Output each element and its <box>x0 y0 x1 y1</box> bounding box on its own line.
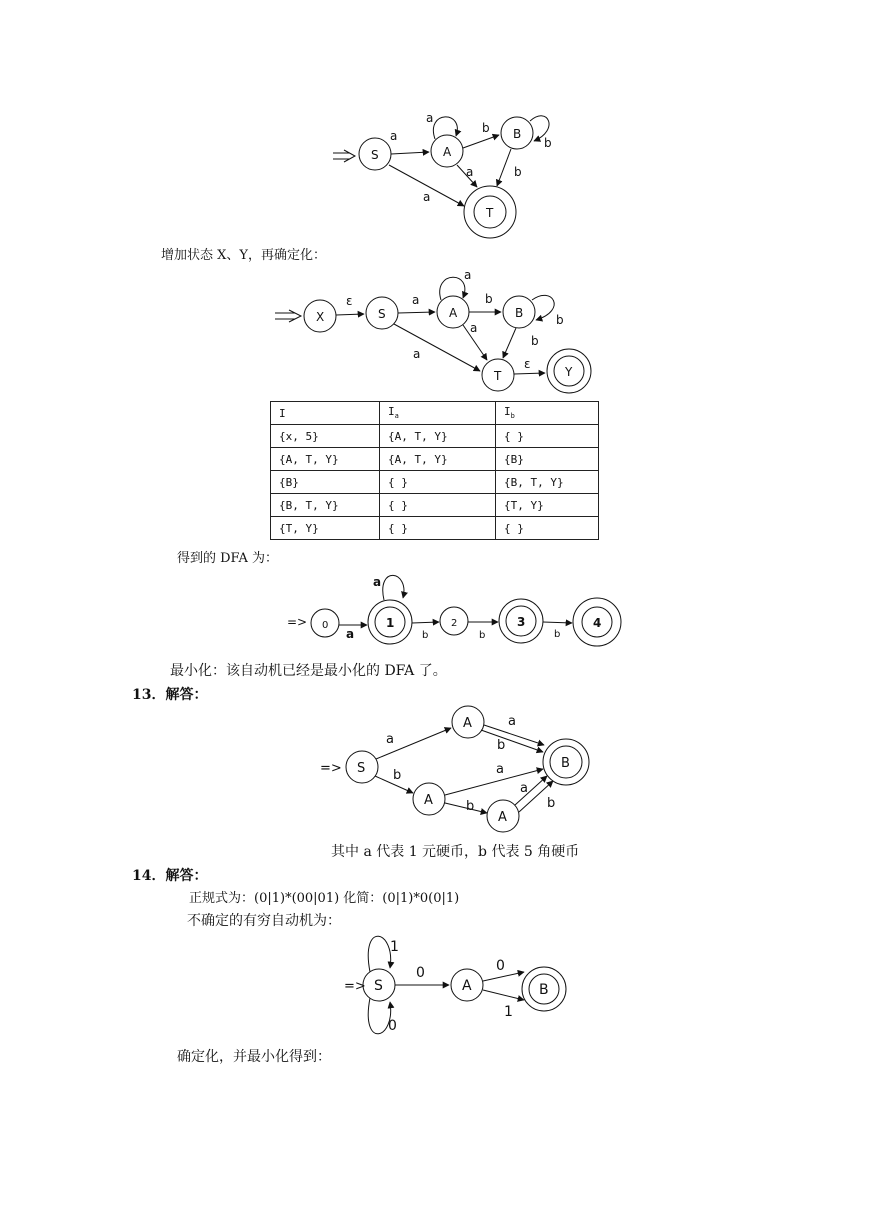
svg-text:1: 1 <box>386 616 395 630</box>
svg-text:a: a <box>390 129 398 143</box>
svg-text:a: a <box>464 268 472 282</box>
table-cell: {x, 5} <box>271 425 380 448</box>
table-row <box>271 494 599 517</box>
svg-text:b: b <box>514 165 522 179</box>
table-row <box>271 517 599 540</box>
svg-text:A: A <box>424 793 433 808</box>
svg-text:0: 0 <box>322 620 329 631</box>
table-cell: {B} <box>271 471 380 494</box>
svg-text:=>: => <box>287 615 308 629</box>
svg-text:a: a <box>373 575 382 589</box>
svg-text:a: a <box>496 762 504 777</box>
svg-text:A: A <box>462 978 472 994</box>
svg-text:B: B <box>515 306 524 320</box>
table-cell: {B, T, Y} <box>271 494 380 517</box>
svg-text:b: b <box>479 630 486 641</box>
svg-text:a: a <box>413 347 421 361</box>
table-cell: {A, T, Y} <box>380 425 496 448</box>
svg-text:b: b <box>531 334 539 348</box>
q14-regex: 正规式为：(0|1)*(00|01) 化简：(0|1)*0(0|1) <box>189 891 460 906</box>
nfa-diagram-1-labels <box>371 111 552 220</box>
svg-text:B: B <box>539 982 549 998</box>
svg-text:S: S <box>371 148 379 162</box>
svg-text:1: 1 <box>390 939 399 955</box>
svg-text:A: A <box>463 716 472 731</box>
svg-text:S: S <box>357 761 366 776</box>
heading-q13: 13．解答： <box>132 687 208 703</box>
svg-text:ε: ε <box>346 294 353 308</box>
svg-text:=>: => <box>344 979 366 994</box>
svg-text:A: A <box>443 145 452 159</box>
svg-text:0: 0 <box>416 965 425 981</box>
svg-text:T: T <box>486 206 494 220</box>
svg-text:Y: Y <box>565 365 573 379</box>
svg-text:B: B <box>561 756 570 771</box>
table-row <box>271 425 599 448</box>
svg-text:0: 0 <box>496 958 505 974</box>
svg-text:A: A <box>498 810 507 825</box>
q14-labels <box>344 939 549 1034</box>
svg-text:a: a <box>423 190 431 204</box>
q14-final: 确定化，并最小化得到： <box>177 1049 331 1065</box>
svg-text:0: 0 <box>388 1018 397 1034</box>
table-cell: { } <box>380 471 496 494</box>
svg-text:a: a <box>386 732 394 747</box>
nfa-diagram-2 <box>275 277 591 393</box>
header-Ib: $I_b$ <box>496 402 599 425</box>
table-cell: { } <box>496 425 599 448</box>
svg-text:=>: => <box>320 761 342 776</box>
svg-text:X: X <box>316 310 325 324</box>
svg-text:b: b <box>393 768 402 783</box>
svg-text:1: 1 <box>504 1004 513 1020</box>
svg-text:a: a <box>346 627 355 641</box>
svg-text:b: b <box>554 629 561 640</box>
svg-text:A: A <box>449 306 458 320</box>
svg-text:b: b <box>556 313 564 327</box>
table-row <box>271 448 599 471</box>
table-cell: {T, Y} <box>496 494 599 517</box>
q13-caption: 其中 a 代表 1 元硬币，b 代表 5 角硬币 <box>331 844 580 860</box>
svg-text:B: B <box>513 127 522 141</box>
svg-text:b: b <box>466 799 475 814</box>
svg-text:b: b <box>544 136 552 150</box>
table-cell: {A, T, Y} <box>380 448 496 471</box>
table-cell: {B} <box>496 448 599 471</box>
svg-text:2: 2 <box>451 618 458 629</box>
svg-text:a: a <box>412 293 420 307</box>
svg-text:S: S <box>374 978 383 994</box>
svg-text:b: b <box>547 796 556 811</box>
table-row <box>271 471 599 494</box>
dfa-diagram <box>311 575 621 646</box>
svg-text:ε: ε <box>524 357 531 371</box>
table-cell: { } <box>380 494 496 517</box>
svg-text:a: a <box>508 714 516 729</box>
table-cell: {B, T, Y} <box>496 471 599 494</box>
text-add-states: 增加状态 X、Y，再确定化： <box>161 248 326 263</box>
svg-text:4: 4 <box>593 616 602 630</box>
header-Ia: $I_a$ <box>380 402 496 425</box>
text-minimized: 最小化：该自动机已经是最小化的 DFA 了。 <box>170 663 447 679</box>
transition-table <box>270 401 599 540</box>
table-cell: { } <box>380 517 496 540</box>
header-I: I <box>271 402 380 425</box>
q14-nfa-label: 不确定的有穷自动机为： <box>187 913 341 929</box>
svg-text:a: a <box>520 781 528 796</box>
svg-text:b: b <box>497 738 506 753</box>
table-cell: {A, T, Y} <box>271 448 380 471</box>
svg-text:b: b <box>485 292 493 306</box>
svg-text:3: 3 <box>517 615 526 629</box>
svg-text:a: a <box>466 165 474 179</box>
svg-text:a: a <box>426 111 434 125</box>
text-dfa-result: 得到的 DFA 为： <box>177 551 278 566</box>
heading-q14: 14．解答： <box>132 868 208 884</box>
table-cell: { } <box>496 517 599 540</box>
svg-text:a: a <box>470 321 478 335</box>
svg-text:S: S <box>378 307 386 321</box>
svg-text:T: T <box>494 369 502 383</box>
svg-text:b: b <box>482 121 490 135</box>
table-header-row <box>271 402 599 425</box>
table-cell: {T, Y} <box>271 517 380 540</box>
svg-text:b: b <box>422 630 429 641</box>
